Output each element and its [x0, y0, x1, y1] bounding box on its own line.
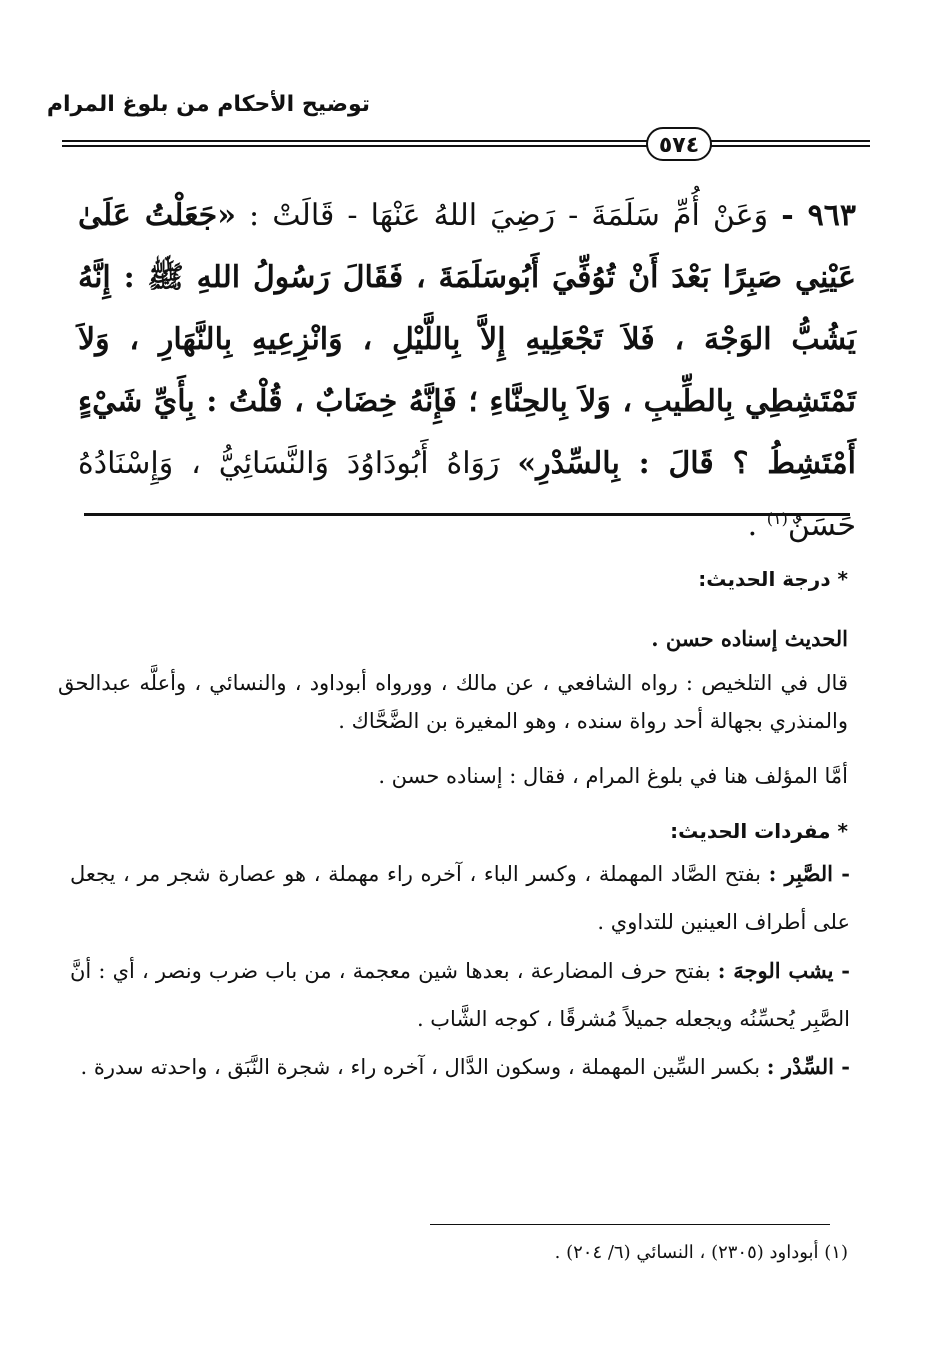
footnote-marker[interactable]: (١): [766, 509, 788, 528]
vocab-term: - السِّدْر :: [766, 1054, 850, 1079]
grade-verdict: الحديث إسناده حسن .: [651, 626, 848, 651]
vocab-item: [70, 947, 850, 1043]
section-separator: [84, 513, 850, 516]
footnote-rule: [430, 1224, 830, 1225]
hadith-intro: وَعَنْ أُمِّ سَلَمَةَ - رَضِيَ اللهُ عَنْهَا - قَالَتْ :: [235, 198, 769, 233]
vocab-term: - الصَّبِر :: [768, 861, 850, 886]
hadith-source: رَوَاهُ أَبُودَاوُدَ وَالنَّسَائِيُّ ، وَإِسْنَادُهُ حَسَنٌ: [78, 446, 856, 543]
author-note: أمَّا المؤلف هنا في بلوغ المرام ، فقال : إسناده حسن .: [378, 764, 848, 788]
grade-section-title: * درجة الحديث:: [698, 567, 848, 591]
header-rule-top: [62, 140, 870, 142]
vocab-item: [70, 1043, 850, 1091]
hadith-text: [78, 185, 856, 557]
grade-paragraph: قال في التلخيص : رواه الشافعي ، عن مالك ، وورواه أبوداود ، والنسائي ، وأعلَّه عبدالحق والمنذري بجهالة أحد رواة سنده ، وهو المغيرة بن الضَّحَّاك .: [58, 671, 848, 733]
vocab-definition: بفتح حرف المضارعة ، بعدها شين معجمة ، من باب ضرب ونصر ، أي : أنَّ الصَّبِر يُحسِّنُه ويجعله جميلاً مُشرقًا ، كوجه الشَّاب .: [70, 959, 850, 1031]
vocab-term: - يشب الوجهَ :: [717, 958, 851, 983]
hadith-number: ٩٦٣ -: [781, 198, 856, 233]
hadith-end: .: [747, 508, 767, 543]
vocab-item: [70, 850, 850, 946]
footnote-text: (١) أبوداود (٢٣٠٥) ، النسائي (٦/ ٢٠٤) .: [554, 1242, 848, 1263]
running-title: توضيح الأحكام من بلوغ المرام: [46, 92, 370, 117]
vocab-definition: بفتح الصَّاد المهملة ، وكسر الباء ، آخره راء مهملة ، هو عصارة شجر مر ، يجعل على أطراف العينين للتداوي .: [70, 862, 850, 934]
vocab-section-title: * مفردات الحديث:: [670, 819, 848, 843]
vocab-definition: بكسر السِّين المهملة ، وسكون الدَّال ، آخره راء ، شجرة النَّبَق ، واحدته سدرة .: [80, 1055, 767, 1079]
page-number: ٥٧٤: [646, 127, 712, 161]
header-rule-bottom: [62, 145, 870, 147]
hadith-quote: «جَعَلْتُ عَلَىٰ عَيْنِي صَبِرًا بَعْدَ أَنْ تُوُفِّيَ أَبُوسَلَمَةَ ، فَقَالَ رَسُولُ اللهِ ﷺ : إِنَّهُ يَشُبُّ الوَجْهَ ، فَلاَ تَجْعَلِيهِ إِلاَّ بِاللَّيْلِ ، وَانْزِعِيهِ بِالنَّهَارِ ، وَلاَ تَمْتَشِطِي بِالطِّيبِ ، وَلاَ بِالحِنَّاءِ ؛ فَإِنَّهُ خِضَابٌ ، قُلْتُ : بِأَيِّ شَيْءٍ أَمْتَشِطُ ؟ قَالَ : بِالسِّدْرِ»: [78, 198, 856, 481]
